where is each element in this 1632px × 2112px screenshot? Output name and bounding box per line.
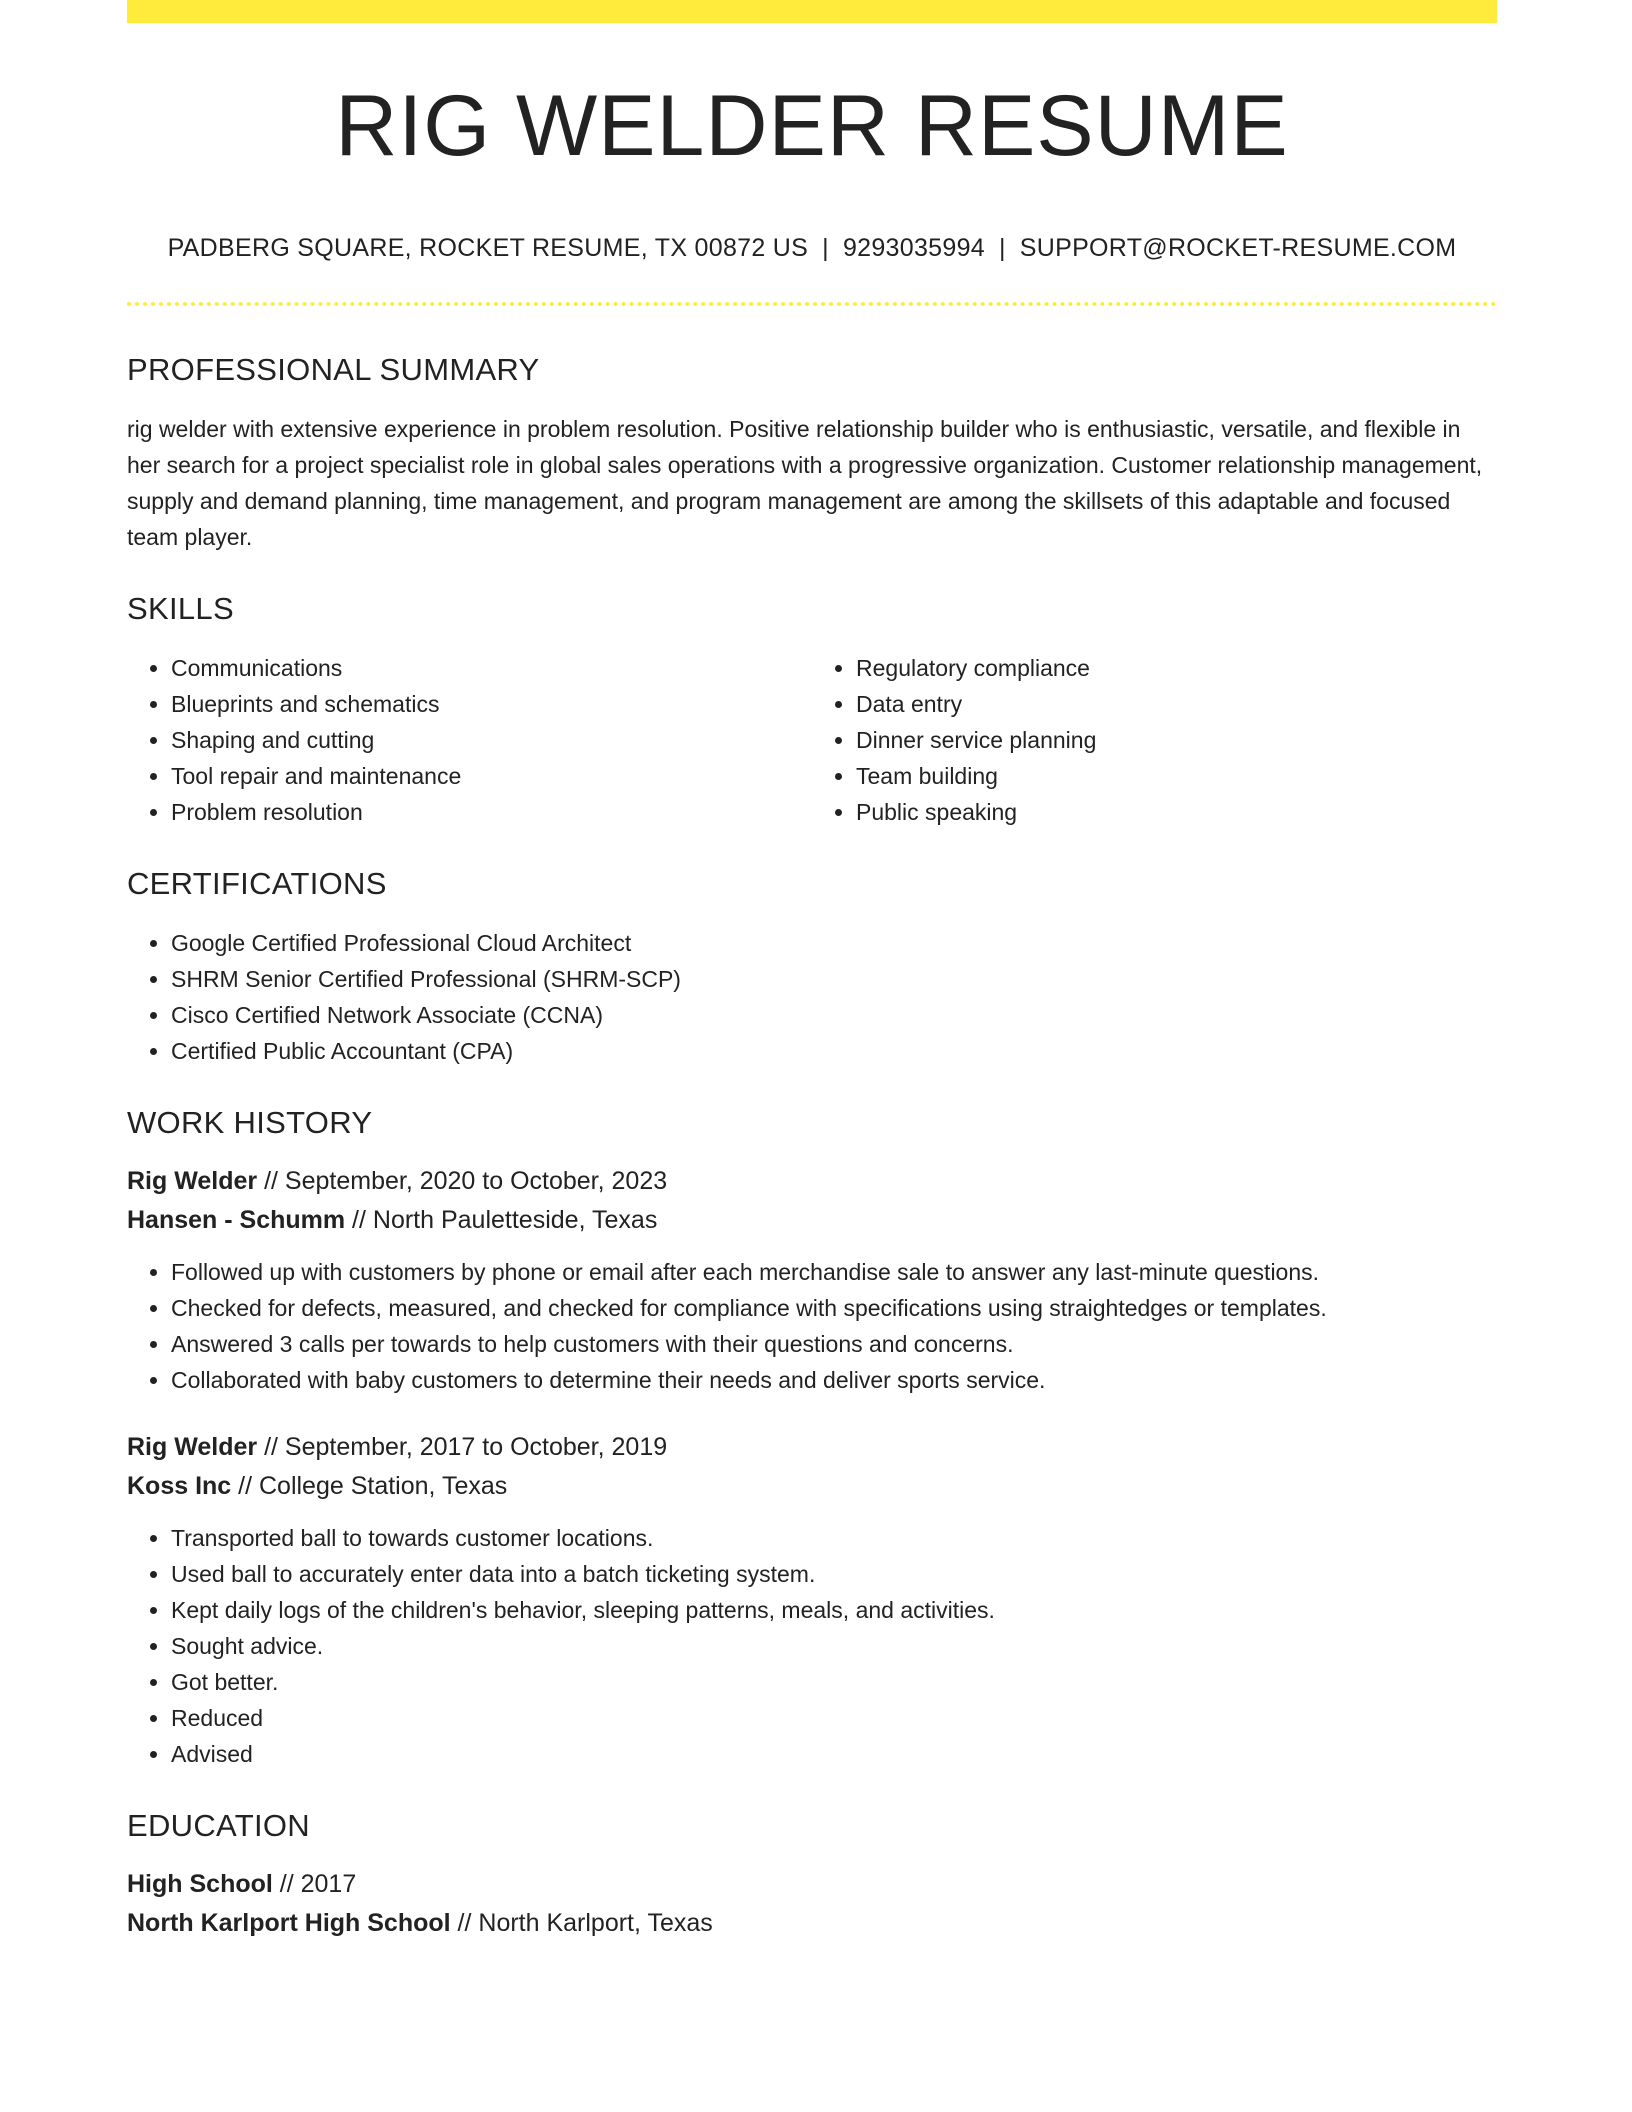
certification-item: • Cisco Certified Network Associate (CCNA) (171, 997, 1497, 1033)
contact-separator: | (998, 234, 1006, 262)
job-role-line (127, 1162, 1497, 1201)
job-bullet: • Got better. (171, 1664, 1497, 1700)
certifications-list (127, 925, 1497, 1069)
resume-page (127, 0, 1497, 1943)
job-bullet: • Reduced (171, 1700, 1497, 1736)
contact-separator: | (822, 234, 829, 262)
job-bullet: • Sought advice. (171, 1628, 1497, 1664)
job-header (127, 1162, 1497, 1240)
job-bullet: • Kept daily logs of the children's behavior, sleeping patterns, meals, and activities. (171, 1592, 1497, 1628)
skill-item: • Data entry (856, 686, 1497, 722)
job-location: // North Pauletteside, Texas (345, 1206, 658, 1234)
job-bullet: • Answered 3 calls per towards to help customers with their questions and concerns. (171, 1326, 1497, 1362)
job-company: Hansen - Schumm (127, 1206, 346, 1234)
education-school-line (127, 1904, 1497, 1943)
job-bullets (127, 1520, 1497, 1772)
certification-item: • Google Certified Professional Cloud Architect (171, 925, 1497, 961)
dotted-divider (127, 302, 1497, 306)
job-dates: // September, 2020 to October, 2023 (257, 1167, 668, 1195)
job-company: Koss Inc (127, 1472, 232, 1500)
education-degree-line (127, 1865, 1497, 1904)
job-header (127, 1428, 1497, 1506)
job-bullet: • Checked for defects, measured, and checked for compliance with specifications using straightedges or templates. (171, 1290, 1497, 1326)
job-company-line (127, 1201, 1497, 1240)
skill-item: • Problem resolution (171, 794, 812, 830)
skill-item: • Dinner service planning (856, 722, 1497, 758)
job-role: Rig Welder (127, 1433, 258, 1461)
contact-address: PADBERG SQUARE, ROCKET RESUME, TX 00872 US (167, 234, 809, 262)
job-bullets (127, 1254, 1497, 1398)
resume-title: RIG WELDER RESUME (335, 78, 1289, 174)
contact-email: SUPPORT@ROCKET-RESUME.COM (1019, 234, 1457, 262)
accent-top-bar (127, 0, 1497, 23)
job-dates: // September, 2017 to October, 2019 (257, 1433, 668, 1461)
contact-line (127, 234, 1497, 263)
skill-item: • Communications (171, 650, 812, 686)
job-entry (127, 1162, 1497, 1398)
skill-item: • Team building (856, 758, 1497, 794)
certification-item: • SHRM Senior Certified Professional (SHRM-SCP) (171, 961, 1497, 997)
skills-column-left (127, 650, 812, 830)
skills-column-right (812, 650, 1497, 830)
contact-phone: 9293035994 (842, 234, 985, 262)
skill-item: • Shaping and cutting (171, 722, 812, 758)
education-year: // 2017 (272, 1870, 357, 1898)
job-bullet: • Followed up with customers by phone or email after each merchandise sale to answer any last-minute questions. (171, 1254, 1497, 1290)
job-bullet: • Used ball to accurately enter data into a batch ticketing system. (171, 1556, 1497, 1592)
job-bullet: • Transported ball to towards customer locations. (171, 1520, 1497, 1556)
job-company-line (127, 1467, 1497, 1506)
education-entry (127, 1865, 1497, 1943)
certifications-heading: CERTIFICATIONS (127, 866, 387, 901)
skill-item: • Tool repair and maintenance (171, 758, 812, 794)
skill-item: • Regulatory compliance (856, 650, 1497, 686)
skills-list (127, 650, 1497, 830)
education-heading: EDUCATION (127, 1808, 310, 1843)
job-role: Rig Welder (127, 1167, 258, 1195)
job-entry (127, 1428, 1497, 1772)
skill-item: • Public speaking (856, 794, 1497, 830)
education-school: North Karlport High School (127, 1909, 451, 1937)
summary-text: rig welder with extensive experience in problem resolution. Positive relationship builder who is enthusiastic, versatile, and flexible in her search for a project specialist role in global sales operations with a progressive organization. Customer relationship management, supply and demand planning, time management, and program management are among the skillsets of this adaptable and focused team player. (127, 416, 1483, 550)
work-history-heading: WORK HISTORY (127, 1105, 373, 1140)
summary-heading: PROFESSIONAL SUMMARY (127, 352, 540, 387)
job-location: // College Station, Texas (231, 1472, 508, 1500)
job-bullet: • Advised (171, 1736, 1497, 1772)
job-bullet: • Collaborated with baby customers to determine their needs and deliver sports service. (171, 1362, 1497, 1398)
education-degree: High School (127, 1870, 273, 1898)
certification-item: • Certified Public Accountant (CPA) (171, 1033, 1497, 1069)
skill-item: • Blueprints and schematics (171, 686, 812, 722)
job-role-line (127, 1428, 1497, 1467)
education-location: // North Karlport, Texas (450, 1909, 713, 1937)
skills-heading: SKILLS (127, 591, 234, 626)
